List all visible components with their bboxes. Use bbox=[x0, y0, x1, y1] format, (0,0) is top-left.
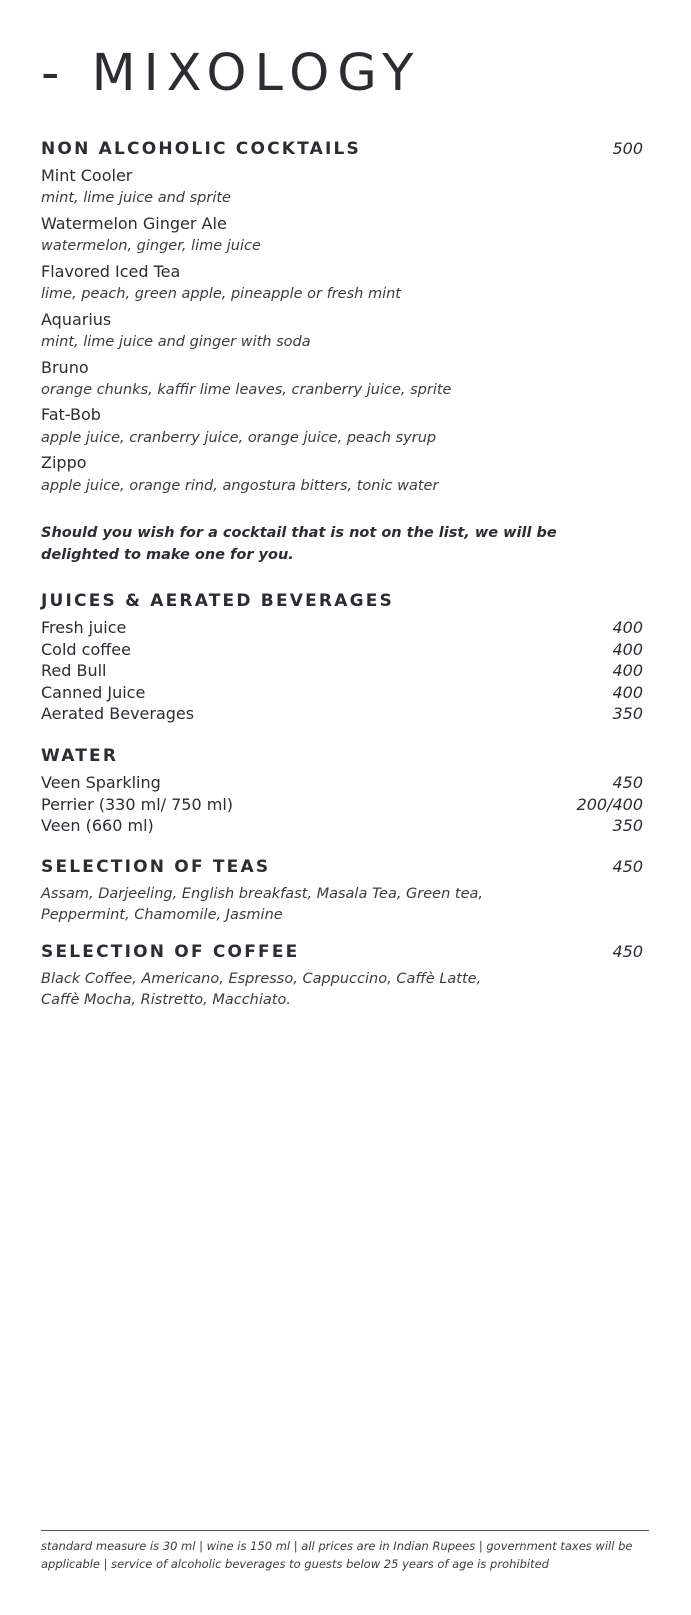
menu-item-name: Zippo bbox=[41, 453, 87, 472]
menu-row-price: 400 bbox=[612, 683, 643, 702]
section-heading-water bbox=[41, 745, 643, 767]
menu-row-name: Veen (660 ml) bbox=[41, 816, 154, 835]
menu-row-price: 400 bbox=[612, 618, 643, 637]
menu-item-desc: watermelon, ginger, lime juice bbox=[41, 238, 261, 254]
section-price: 500 bbox=[612, 139, 643, 158]
menu-item-desc: apple juice, orange rind, angostura bitters, tonic water bbox=[41, 478, 439, 494]
menu-row-price: 350 bbox=[612, 704, 643, 723]
menu-item-name: Watermelon Ginger Ale bbox=[41, 214, 227, 233]
menu-row bbox=[41, 617, 643, 639]
menu-item-desc: mint, lime juice and sprite bbox=[41, 190, 231, 206]
menu-row bbox=[41, 772, 643, 794]
menu-row-name: Veen Sparkling bbox=[41, 773, 161, 792]
menu-item-name: Mint Cooler bbox=[41, 166, 133, 185]
menu-item-name: Aquarius bbox=[41, 310, 112, 329]
menu-item-desc: orange chunks, kaffir lime leaves, cranberry juice, sprite bbox=[41, 382, 452, 398]
menu-row-name: Perrier (330 ml/ 750 ml) bbox=[41, 795, 234, 814]
section-heading-label: WATER bbox=[41, 746, 119, 766]
menu-row bbox=[41, 660, 643, 682]
menu-row-price: 400 bbox=[612, 661, 643, 680]
section-price: 450 bbox=[612, 857, 643, 876]
menu-item-desc: apple juice, cranberry juice, orange juice, peach syrup bbox=[41, 430, 437, 446]
section-heading-teas bbox=[41, 856, 643, 878]
custom-cocktail-note: Should you wish for a cocktail that is not on the list, we will be delighted to make one for you. bbox=[41, 525, 557, 563]
menu-item-desc: mint, lime juice and ginger with soda bbox=[41, 334, 311, 350]
teas-list: Assam, Darjeeling, English breakfast, Masala Tea, Green tea, Peppermint, Chamomile, Jasmine bbox=[41, 886, 483, 923]
menu-row-name: Cold coffee bbox=[41, 640, 131, 659]
menu-row-price: 350 bbox=[612, 816, 643, 835]
menu-item-desc: lime, peach, green apple, pineapple or fresh mint bbox=[41, 286, 401, 302]
menu-row-name: Canned Juice bbox=[41, 683, 146, 702]
menu-item-name: Bruno bbox=[41, 358, 89, 377]
menu-row-price: 400 bbox=[612, 640, 643, 659]
menu-item-name: Fat-Bob bbox=[41, 405, 101, 424]
menu-row-price: 200/400 bbox=[576, 795, 643, 814]
section-heading-label: JUICES & AERATED BEVERAGES bbox=[41, 591, 394, 611]
section-price: 450 bbox=[612, 942, 643, 961]
section-heading-label: SELECTION OF TEAS bbox=[41, 857, 271, 877]
menu-row bbox=[41, 639, 643, 661]
menu-row bbox=[41, 703, 643, 725]
section-heading-label: NON ALCOHOLIC COCKTAILS bbox=[41, 139, 361, 159]
section-heading-non-alcoholic bbox=[41, 138, 643, 160]
menu-row-name: Fresh juice bbox=[41, 618, 127, 637]
menu-row-price: 450 bbox=[612, 773, 643, 792]
footer-disclaimer: standard measure is 30 ml | wine is 150 ml | all prices are in Indian Rupees | government taxes will be applicable | service of alcoholic beverages to guests below 25 years of age is prohibited bbox=[41, 1539, 633, 1571]
menu-row bbox=[41, 794, 643, 816]
menu-row bbox=[41, 815, 643, 837]
page-title: - MIXOLOGY bbox=[41, 44, 422, 103]
section-heading-juices bbox=[41, 590, 643, 612]
menu-row bbox=[41, 682, 643, 704]
coffee-list: Black Coffee, Americano, Espresso, Cappuccino, Caffè Latte, Caffè Mocha, Ristretto, Macchiato. bbox=[41, 971, 482, 1008]
section-heading-coffee bbox=[41, 941, 643, 963]
footer-divider bbox=[41, 1530, 649, 1531]
section-heading-label: SELECTION OF COFFEE bbox=[41, 942, 300, 962]
menu-item-name: Flavored Iced Tea bbox=[41, 262, 181, 281]
menu-row-name: Red Bull bbox=[41, 661, 107, 680]
menu-row-name: Aerated Beverages bbox=[41, 704, 195, 723]
